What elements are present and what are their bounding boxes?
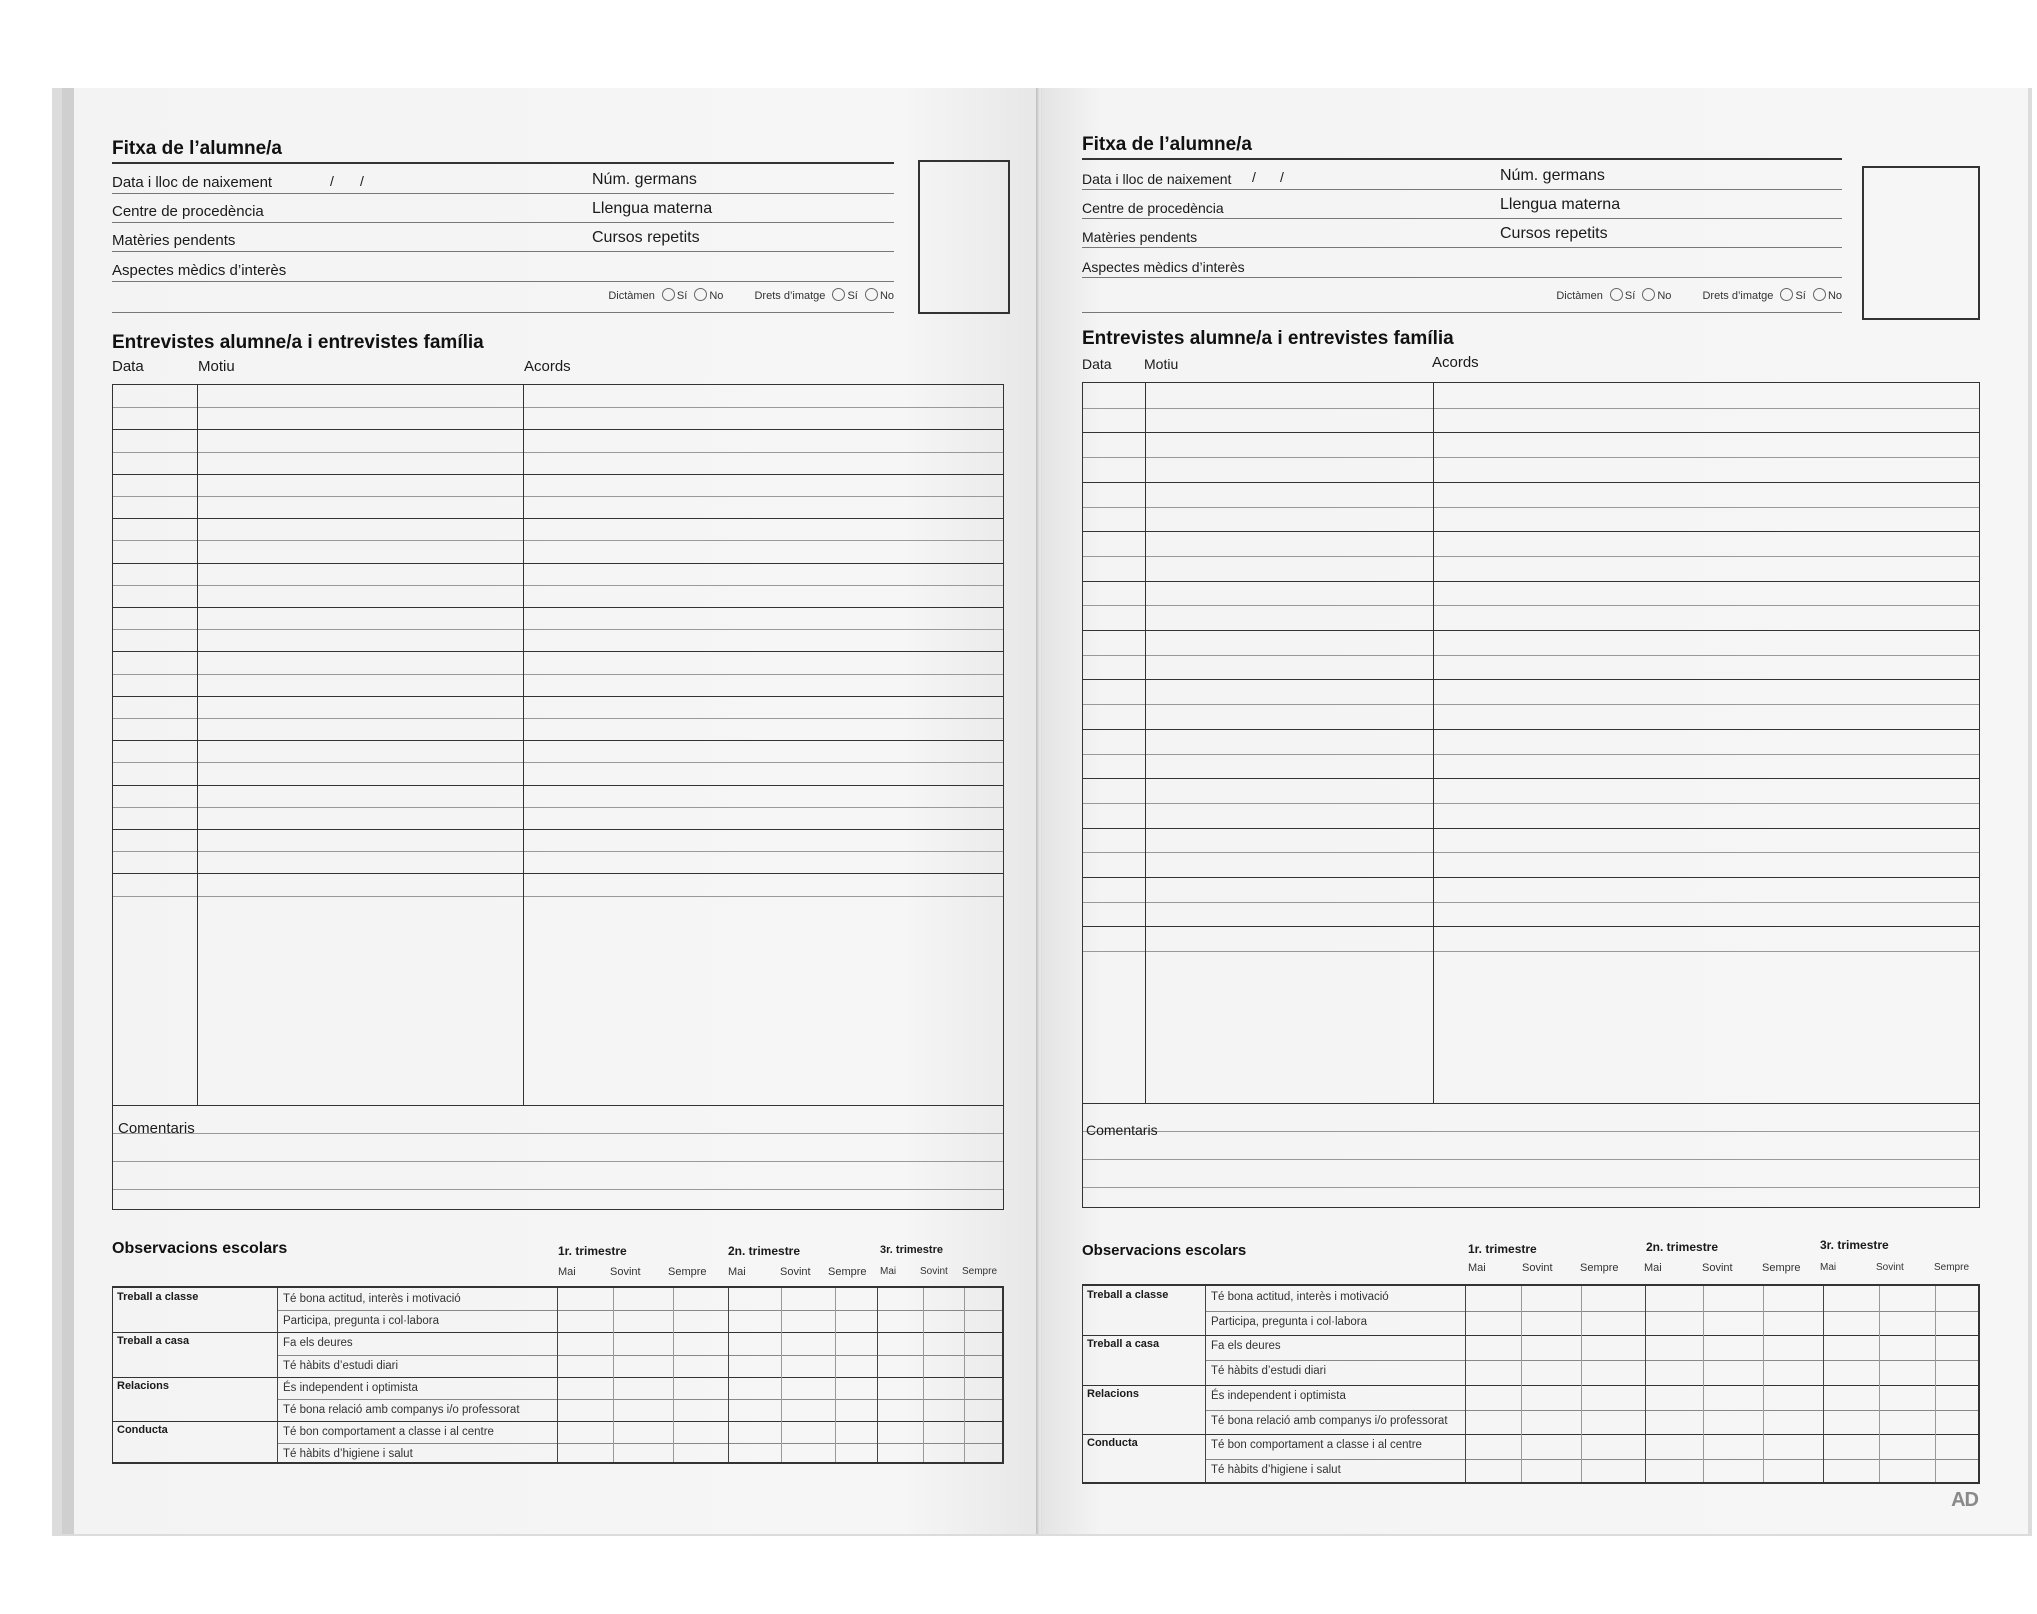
frequency-label: Sovint: [780, 1266, 811, 1278]
table-row-line: [113, 651, 1003, 652]
observation-column-line: [1763, 1286, 1764, 1482]
table-row-line: [1083, 581, 1979, 582]
no-label: No: [1827, 290, 1842, 302]
comments-label: Comentaris: [1086, 1122, 1158, 1138]
observation-item: Té hàbits d’estudi diari: [283, 1360, 399, 1372]
observation-item: Fa els deures: [283, 1337, 353, 1349]
observation-row-line: [1083, 1335, 1978, 1336]
observation-item: Té bona actitud, interès i motivació: [1211, 1291, 1389, 1303]
observation-item: Té bon comportament a classe i al centre: [1211, 1439, 1422, 1451]
table-row-line: [1083, 828, 1979, 829]
dictamen-label: Dictàmen: [608, 290, 655, 302]
table-row-line: [1083, 655, 1979, 656]
observation-column-line: [1581, 1286, 1582, 1482]
table-column-line: [197, 385, 198, 1105]
table-row-line: [1083, 432, 1979, 433]
yes-label: Sí: [847, 290, 858, 302]
observation-category: Treball a casa: [117, 1335, 190, 1347]
frequency-label: Mai: [1820, 1262, 1837, 1273]
observation-column-line: [1205, 1286, 1206, 1482]
radio-circle-icon[interactable]: [694, 288, 707, 301]
observation-item: És independent i optimista: [283, 1382, 418, 1394]
comments-label: Comentaris: [118, 1120, 195, 1137]
table-column-line: [523, 385, 524, 1105]
radio-circle-icon[interactable]: [1642, 288, 1655, 301]
observation-column-line: [1645, 1286, 1646, 1482]
frequency-label: Mai: [558, 1266, 576, 1278]
observation-column-line: [923, 1288, 924, 1462]
origin-label: Centre de procedència: [112, 203, 264, 220]
trimester-3-header: 3r. trimestre: [1820, 1238, 1889, 1252]
observation-column-line: [728, 1288, 729, 1462]
left-page: [62, 88, 1049, 1534]
observations-title: Observacions escolars: [1082, 1242, 1247, 1259]
observation-item: És independent i optimista: [1211, 1390, 1346, 1402]
observation-column-line: [1703, 1286, 1704, 1482]
comments-line[interactable]: [1083, 1131, 1979, 1132]
radio-circle-icon[interactable]: [1780, 288, 1793, 301]
observations-table: [1082, 1284, 1980, 1484]
observation-item: Té bona relació amb companys i/o professorat: [1211, 1415, 1448, 1427]
image-rights-label: Drets d’imatge: [1702, 290, 1774, 302]
table-row-line: [113, 762, 1003, 763]
photo-box: [918, 160, 1010, 314]
student-record-title: Fitxa de l’alumne/a: [1082, 134, 1252, 155]
pending-row: [1082, 218, 1842, 248]
birth-label: Data i lloc de naixement: [1082, 171, 1232, 187]
table-row-line: [1083, 482, 1979, 483]
table-row-line: [1083, 778, 1979, 779]
radio-circle-icon[interactable]: [865, 288, 878, 301]
pending-label: Matèries pendents: [1082, 229, 1198, 245]
observation-column-line: [1879, 1286, 1880, 1482]
frequency-label: Sempre: [962, 1266, 998, 1277]
date-separator: /: [1280, 169, 1284, 185]
observation-row-line: [277, 1355, 1002, 1356]
date-column-header: Data: [112, 358, 144, 375]
pending-label: Matèries pendents: [112, 232, 236, 249]
dictamen-label: Dictàmen: [1556, 290, 1603, 302]
observation-category: Treball a classe: [117, 1291, 199, 1303]
language-label: Llengua materna: [592, 200, 713, 217]
comments-divider: [1083, 1103, 1979, 1104]
frequency-label: Sempre: [1934, 1262, 1970, 1273]
repeat-label: Cursos repetits: [1500, 225, 1608, 242]
origin-label: Centre de procedència: [1082, 200, 1224, 216]
student-record-block: [1082, 158, 1842, 320]
observation-item: Té bona actitud, interès i motivació: [283, 1293, 461, 1305]
birth-label: Data i lloc de naixement: [112, 174, 273, 191]
observation-row-line: [277, 1310, 1002, 1311]
right-page: [1042, 88, 2028, 1534]
observation-column-line: [557, 1288, 558, 1462]
observation-row-line: [1083, 1434, 1978, 1435]
table-row-line: [113, 607, 1003, 608]
agreements-column-header: Acords: [1432, 354, 1479, 371]
table-row-line: [113, 429, 1003, 430]
table-column-line: [1145, 383, 1146, 1103]
origin-row: [112, 193, 894, 223]
table-row-line: [1083, 457, 1979, 458]
table-row-line: [113, 807, 1003, 808]
trimester-2-header: 2n. trimestre: [728, 1244, 801, 1258]
observation-category: Conducta: [117, 1424, 168, 1436]
siblings-label: Núm. germans: [1500, 167, 1605, 184]
observation-category: Relacions: [1087, 1388, 1139, 1400]
yes-label: Sí: [1795, 290, 1806, 302]
image-rights-label: Drets d’imatge: [754, 290, 826, 302]
yes-label: Sí: [1624, 290, 1636, 302]
frequency-label: Sovint: [1702, 1262, 1733, 1274]
no-label: No: [709, 290, 724, 302]
interviews-title: Entrevistes alumne/a i entrevistes família: [112, 332, 484, 353]
table-row-line: [1083, 531, 1979, 532]
radio-circle-icon[interactable]: [832, 288, 845, 301]
observation-column-line: [1521, 1286, 1522, 1482]
radio-circle-icon[interactable]: [662, 288, 675, 301]
brand-logo: AD: [1951, 1489, 1978, 1511]
observation-column-line: [1465, 1286, 1466, 1482]
interviews-title: Entrevistes alumne/a i entrevistes família: [1082, 328, 1454, 349]
medical-label: Aspectes mèdics d’interès: [1082, 259, 1245, 275]
table-row-line: [113, 873, 1003, 874]
table-row-line: [113, 718, 1003, 719]
observation-column-line: [781, 1288, 782, 1462]
date-separator: /: [330, 173, 334, 189]
observation-row-line: [1205, 1360, 1978, 1361]
observation-item: Té bona relació amb companys i/o professorat: [283, 1404, 520, 1416]
observation-category: Conducta: [1087, 1437, 1138, 1449]
observations-title: Observacions escolars: [112, 1240, 288, 1257]
table-row-line: [113, 452, 1003, 453]
reason-column-header: Motiu: [1144, 356, 1179, 372]
observation-category: Treball a classe: [1087, 1289, 1169, 1301]
observation-row-line: [1205, 1311, 1978, 1312]
comments-line[interactable]: [113, 1189, 1003, 1190]
observation-category: Treball a casa: [1087, 1338, 1160, 1350]
language-label: Llengua materna: [1500, 196, 1621, 213]
checkbox-row: [1556, 288, 1842, 302]
observation-column-line: [877, 1288, 878, 1462]
no-label: No: [879, 290, 894, 302]
frequency-label: Sempre: [1580, 1262, 1619, 1274]
table-row-line: [1083, 704, 1979, 705]
checkbox-row: [608, 288, 894, 302]
table-row-line: [1083, 679, 1979, 680]
frequency-label: Mai: [728, 1266, 746, 1278]
origin-row: [1082, 189, 1842, 219]
observation-column-line: [277, 1288, 278, 1462]
observation-column-line: [1823, 1286, 1824, 1482]
table-row-line: [113, 629, 1003, 630]
frequency-label: Sovint: [1522, 1262, 1553, 1274]
frequency-label: Sempre: [1762, 1262, 1801, 1274]
medical-label: Aspectes mèdics d’interès: [112, 262, 287, 279]
student-record-title: Fitxa de l’alumne/a: [112, 138, 282, 159]
table-row-line: [1083, 926, 1979, 927]
table-row-line: [1083, 556, 1979, 557]
comments-line[interactable]: [1083, 1159, 1979, 1160]
observation-row-line: [277, 1443, 1002, 1444]
table-row-line: [1083, 852, 1979, 853]
comments-line[interactable]: [1083, 1187, 1979, 1188]
observation-row-line: [1205, 1410, 1978, 1411]
siblings-label: Núm. germans: [592, 171, 697, 188]
table-row-line: [1083, 630, 1979, 631]
table-row-line: [113, 696, 1003, 697]
observation-column-line: [964, 1288, 965, 1462]
date-column-header: Data: [1082, 356, 1112, 372]
table-row-line: [113, 563, 1003, 564]
observation-item: Fa els deures: [1211, 1340, 1281, 1352]
table-row-line: [1083, 902, 1979, 903]
table-row-line: [1083, 408, 1979, 409]
student-record-block: [112, 162, 894, 324]
table-row-line: [1083, 754, 1979, 755]
observation-item: Participa, pregunta i col·labora: [283, 1315, 439, 1327]
interviews-table: [1082, 382, 1980, 1208]
table-row-line: [113, 518, 1003, 519]
radio-circle-icon[interactable]: [1813, 288, 1826, 301]
frequency-label: Sempre: [668, 1266, 707, 1278]
date-separator: /: [1252, 169, 1256, 185]
table-row-line: [113, 785, 1003, 786]
table-row-line: [1083, 507, 1979, 508]
birth-row: [1082, 160, 1842, 190]
observation-category: Relacions: [117, 1380, 169, 1392]
observations-table: [112, 1286, 1004, 1464]
observation-item: Participa, pregunta i col·labora: [1211, 1316, 1367, 1328]
frequency-label: Mai: [1644, 1262, 1662, 1274]
table-column-line: [1433, 383, 1434, 1103]
radio-circle-icon[interactable]: [1610, 288, 1623, 301]
table-row-line: [113, 851, 1003, 852]
observation-item: Té hàbits d’higiene i salut: [1211, 1464, 1341, 1476]
table-row-line: [113, 829, 1003, 830]
observation-row-line: [1083, 1385, 1978, 1386]
date-separator: /: [360, 173, 364, 189]
table-row-line: [1083, 951, 1979, 952]
table-row-line: [113, 407, 1003, 408]
frequency-label: Sovint: [1876, 1262, 1904, 1273]
frequency-label: Mai: [880, 1266, 897, 1277]
observation-item: Té hàbits d’higiene i salut: [283, 1448, 413, 1460]
pending-row: [112, 222, 894, 252]
observation-item: Té hàbits d’estudi diari: [1211, 1365, 1327, 1377]
yes-label: Sí: [676, 290, 688, 302]
table-row-line: [113, 540, 1003, 541]
frequency-label: Sovint: [610, 1266, 641, 1278]
no-label: No: [1657, 290, 1672, 302]
observation-column-line: [1935, 1286, 1936, 1482]
photo-box: [1862, 166, 1980, 320]
table-row-line: [113, 496, 1003, 497]
observation-column-line: [835, 1288, 836, 1462]
table-row-line: [1083, 877, 1979, 878]
observation-row-line: [1205, 1459, 1978, 1460]
trimester-1-header: 1r. trimestre: [1468, 1242, 1537, 1256]
medical-row: [1082, 248, 1842, 278]
trimester-1-header: 1r. trimestre: [558, 1244, 627, 1258]
table-row-line: [113, 740, 1003, 741]
table-row-line: [1083, 729, 1979, 730]
comments-line[interactable]: [113, 1161, 1003, 1162]
observation-column-line: [613, 1288, 614, 1462]
table-row-line: [113, 474, 1003, 475]
agreements-column-header: Acords: [524, 358, 571, 375]
comments-divider: [113, 1105, 1003, 1106]
observation-column-line: [673, 1288, 674, 1462]
table-row-line: [113, 674, 1003, 675]
frequency-label: Sempre: [828, 1266, 867, 1278]
repeat-label: Cursos repetits: [592, 229, 700, 246]
frequency-label: Sovint: [920, 1266, 948, 1277]
birth-row: [112, 164, 894, 194]
table-row-line: [113, 585, 1003, 586]
medical-row: [112, 252, 894, 282]
trimester-2-header: 2n. trimestre: [1646, 1240, 1719, 1254]
table-row-line: [113, 896, 1003, 897]
table-row-line: [1083, 605, 1979, 606]
table-row-line: [1083, 803, 1979, 804]
frequency-label: Mai: [1468, 1262, 1486, 1274]
observation-row-line: [277, 1399, 1002, 1400]
trimester-3-header: 3r. trimestre: [880, 1244, 943, 1256]
comments-line[interactable]: [113, 1133, 1003, 1134]
interviews-table: [112, 384, 1004, 1210]
observation-item: Té bon comportament a classe i al centre: [283, 1426, 494, 1438]
reason-column-header: Motiu: [198, 358, 235, 375]
